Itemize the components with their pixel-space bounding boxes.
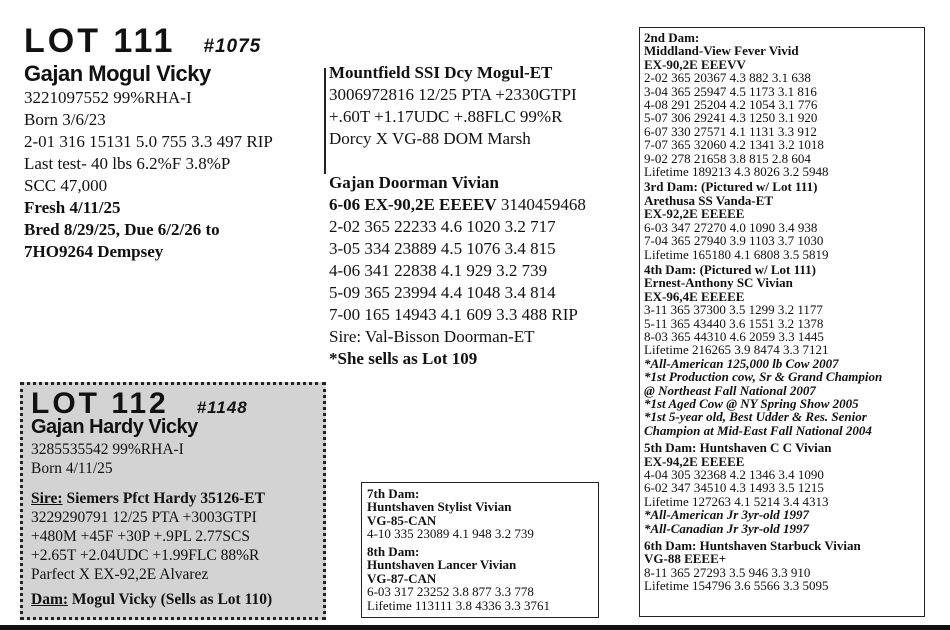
dam-name: Gajan Doorman Vivian	[329, 173, 500, 192]
fourth-dam-name: Ernest-Anthony SC Vivian	[644, 275, 793, 291]
lot111-bred-line2: 7HO9264 Dempsey	[24, 242, 164, 261]
second-dam-title: 2nd Dam:	[644, 30, 700, 45]
dam-record-3: 4-06 341 22838 4.1 929 3.2 739	[329, 261, 548, 280]
dam-record-5: 7-00 165 14943 4.1 609 3.3 488 RIP	[329, 305, 578, 324]
lot112-name: Gajan Hardy Vicky	[31, 416, 198, 438]
second-dam-record: 5-07 306 29241 4.3 1250 3.1 920	[644, 110, 818, 126]
lot112-sire-name: Siemers Pfct Hardy 35126-ET	[62, 490, 265, 507]
fourth-dam-note: Champion at Mid-East Fall National 2004	[644, 422, 872, 438]
seventh-dam-name: Huntshaven Stylist Vivian	[367, 499, 512, 515]
sire-line-1: 3006972816 12/25 PTA +2330GTPI	[329, 85, 577, 104]
lot112-sire-line-4: Parfect X EX-92,2E Alvarez	[31, 566, 209, 583]
dam-reg: 3140459468	[496, 195, 586, 214]
fifth-dam-class: EX-94,2E EEEEE	[644, 453, 745, 469]
lot112-sire	[31, 489, 265, 584]
dam-record-1: 2-02 365 22233 4.6 1020 3.2 717	[329, 217, 556, 236]
eighth-dam-class: VG-87-CAN	[367, 570, 437, 586]
lot111-last-test: Last test- 40 lbs 6.2%F 3.8%P	[24, 154, 231, 173]
fourth-dam-lifetime: Lifetime 216265 3.9 8474 3.3 7121	[644, 342, 829, 358]
lot111-record: 2-01 316 15131 5.0 755 3.3 497 RIP	[24, 132, 273, 151]
lot112-sire-line-3: +2.65T +2.04UDC +1.99FLC 88%R	[31, 547, 260, 564]
lot111-label: LOT 111	[24, 22, 176, 60]
sire-name: Mountfield SSI Dcy Mogul-ET	[329, 63, 553, 82]
third-dam-class: EX-92,2E EEEEE	[644, 206, 745, 222]
sire-line-3: Dorcy X VG-88 DOM Marsh	[329, 129, 531, 148]
lot111-fresh: Fresh 4/11/25	[24, 198, 121, 217]
lot112-label: LOT 112	[31, 387, 169, 420]
second-dam-record: 9-02 278 21658 3.8 815 2.8 604	[644, 150, 811, 166]
fourth-dam-class: EX-96,4E EEEEE	[644, 288, 745, 304]
lot112-sire-label: Sire:	[31, 490, 63, 507]
lot111-id: #1075	[203, 36, 262, 57]
fourth-dam-record: 8-03 365 44310 4.6 2059 3.3 1445	[644, 328, 824, 344]
sixth-dam-record: 8-11 365 27293 3.5 946 3.3 910	[644, 564, 811, 580]
lot111-sire-block	[329, 62, 577, 150]
lot111-details	[24, 87, 273, 263]
lot112-dam-text: Mogul Vicky (Sells as Lot 110)	[68, 591, 273, 608]
sixth-dam-lifetime: Lifetime 154796 3.6 5566 3.3 5095	[644, 578, 829, 594]
lot111-reg: 3221097552 99%RHA-I	[24, 88, 192, 107]
lot112-dam-line	[31, 590, 272, 609]
dam-note: *She sells as Lot 109	[329, 349, 478, 368]
fifth-dam-record: 6-02 347 34510 4.3 1493 3.5 1215	[644, 480, 824, 496]
third-dam-name: Arethusa SS Vanda-ET	[644, 192, 774, 208]
sixth-dam-title: 6th Dam: Huntshaven Starbuck Vivian	[644, 538, 861, 554]
fourth-dam-note: *1st 5-year old, Best Udder & Res. Senior	[644, 409, 867, 425]
pedigree-box	[639, 27, 925, 617]
dam-record-2: 3-05 334 23889 4.5 1076 3.4 815	[329, 239, 556, 258]
lot112-sire-line-2: +480M +45F +30P +.9PL 2.77SCS	[31, 528, 251, 545]
seventh-dam-class: VG-85-CAN	[367, 512, 437, 528]
seventh-dam-record: 4-10 335 23089 4.1 948 3.2 739	[367, 526, 534, 542]
fourth-dam-note: *1st Production cow, Sr & Grand Champion	[644, 369, 883, 385]
second-dam-record: 6-07 330 27571 4.1 1131 3.3 912	[644, 123, 817, 139]
lot111-dam-block	[329, 172, 586, 370]
second-dam-class: EX-90,2E EEEVV	[644, 56, 746, 72]
lot112-box	[20, 382, 326, 620]
second-dam-record: 7-07 365 32060 4.2 1341 3.2 1018	[644, 137, 824, 153]
eighth-dam-record-2: Lifetime 113111 3.8 4336 3.3 3761	[367, 597, 551, 613]
sire-divider-line	[324, 68, 326, 174]
dam-class-line	[329, 194, 586, 216]
third-dam-record: 7-04 365 27940 3.9 1103 3.7 1030	[644, 233, 824, 249]
seventh-dam-title: 7th Dam:	[367, 486, 420, 501]
second-dam-record: 4-08 291 25204 4.2 1054 3.1 776	[644, 97, 818, 113]
fifth-dam-note: *All-Canadian Jr 3yr-old 1997	[644, 520, 810, 536]
second-dam-lifetime: Lifetime 189213 4.3 8026 3.2 5948	[644, 164, 829, 180]
fourth-dam-record: 3-11 365 37300 3.5 1299 3.2 1177	[644, 302, 823, 318]
fifth-dam-note: *All-American Jr 3yr-old 1997	[644, 507, 810, 523]
fourth-dam-record: 5-11 365 43440 3.6 1551 3.2 1378	[644, 315, 824, 331]
eighth-dam-title: 8th Dam:	[367, 544, 420, 559]
fifth-dam-lifetime: Lifetime 127263 4.1 5214 3.4 4313	[644, 493, 829, 509]
eighth-dam-name: Huntshaven Lancer Vivian	[367, 557, 517, 573]
pedigree-content	[644, 31, 882, 593]
fifth-dam-record: 4-04 305 32368 4.2 1346 3.4 1090	[644, 467, 824, 482]
bottom-border	[0, 625, 950, 630]
second-dam-name: Middland-View Fever Vivid	[644, 43, 799, 59]
lot111-born: Born 3/6/23	[24, 110, 106, 129]
lot111-header	[24, 22, 261, 61]
lot112-sire-line-1: 3229290791 12/25 PTA +3003GTPI	[31, 509, 257, 526]
third-dam-title: 3rd Dam: (Pictured w/ Lot 111)	[644, 179, 818, 195]
fourth-dam-note: *All-American 125,000 lb Cow 2007	[644, 355, 839, 371]
lot112-dam-label: Dam:	[31, 591, 69, 608]
lot111-bred-line1: Bred 8/29/25, Due 6/2/26 to	[24, 220, 220, 239]
fifth-dam-title: 5th Dam: Huntshaven C C Vivian	[644, 440, 832, 456]
third-dam-record: 6-03 347 27270 4.0 1090 3.4 938	[644, 219, 818, 235]
lot111-name: Gajan Mogul Vicky	[24, 61, 211, 86]
sixth-dam-class: VG-88 EEEE+	[644, 551, 727, 567]
lot112-sire-line	[31, 489, 265, 508]
seventh-eighth-dam-box	[361, 482, 599, 618]
third-dam-lifetime: Lifetime 165180 4.1 6808 3.5 5819	[644, 246, 829, 262]
fourth-dam-title: 4th Dam: (Pictured w/ Lot 111)	[644, 261, 816, 277]
seventh-dam	[367, 487, 534, 541]
lot112-basic	[31, 440, 184, 478]
eighth-dam-record-1: 6-03 317 23252 3.8 877 3.3 778	[367, 584, 534, 600]
dam-class: 6-06 EX-90,2E EEEEV	[329, 195, 497, 214]
second-dam-record: 3-04 365 25947 4.5 1173 3.1 816	[644, 83, 817, 99]
fourth-dam-note: *1st Aged Cow @ NY Spring Show 2005	[644, 395, 859, 411]
lot112-id: #1148	[196, 398, 248, 417]
lot112-reg: 3285535542 99%RHA-I	[31, 441, 184, 458]
second-dam-record: 2-02 365 20367 4.3 882 3.1 638	[644, 70, 811, 86]
lot112-born: Born 4/11/25	[31, 460, 113, 477]
sire-line-2: +.60T +1.17UDC +.88FLC 99%R	[329, 107, 563, 126]
lot111-scc: SCC 47,000	[24, 176, 108, 195]
dam-record-4: 5-09 365 23994 4.4 1048 3.4 814	[329, 283, 556, 302]
fourth-dam-note: @ Northeast Fall National 2007	[644, 382, 816, 398]
dam-sire: Sire: Val-Bisson Doorman-ET	[329, 327, 535, 346]
eighth-dam	[367, 545, 550, 612]
